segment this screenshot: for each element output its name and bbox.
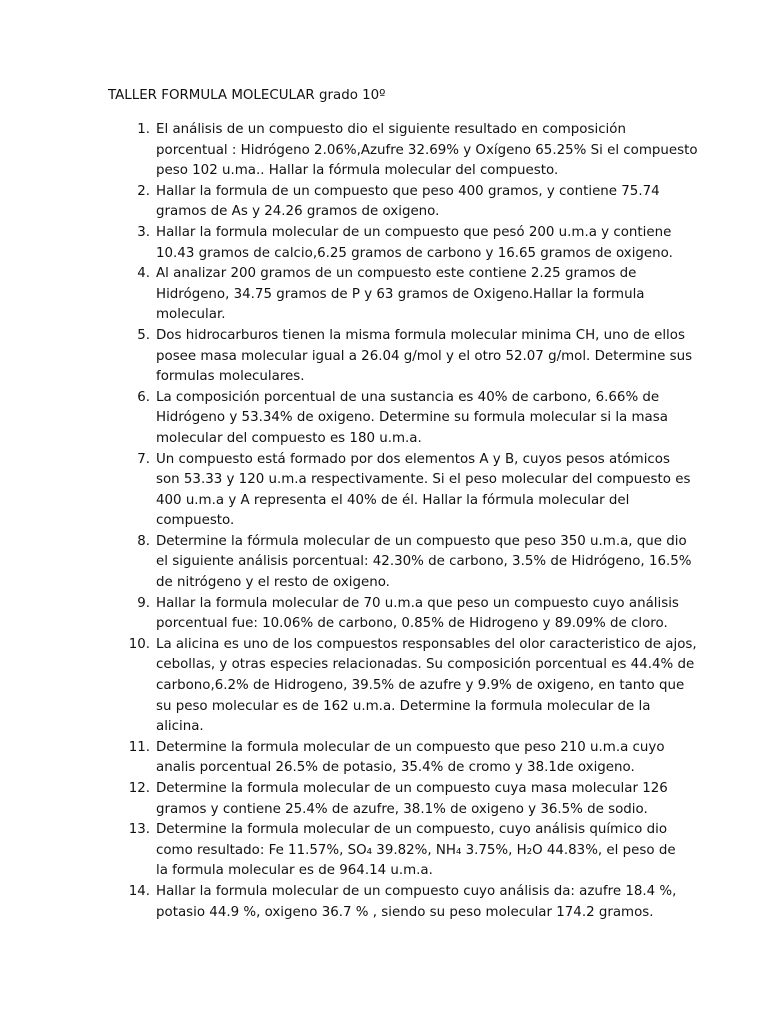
exercise-number: 5. xyxy=(137,327,150,343)
exercise-item xyxy=(108,594,679,635)
exercise-text-line: son 53.33 y 120 u.m.a respectivamente. Si el peso molecular del compuesto es xyxy=(156,472,691,488)
exercise-list xyxy=(108,120,698,923)
exercise-text-line: alicina. xyxy=(156,719,204,735)
exercise-text-line: la formula molecular es de 964.14 u.m.a. xyxy=(156,863,433,879)
exercise-item xyxy=(108,635,697,738)
exercise-number: 7. xyxy=(137,451,150,467)
exercise-text-line: Hallar la formula molecular de un compuesto cuyo análisis da: azufre 18.4 %, xyxy=(156,883,677,899)
exercise-number: 12. xyxy=(128,781,150,796)
exercise-number: 14. xyxy=(128,883,150,899)
exercise-number: 8. xyxy=(137,533,150,549)
document-title: TALLER FORMULA MOLECULAR grado 10º xyxy=(108,88,386,103)
exercise-text-line: La alicina es uno de los compuestos responsables del olor caracteristico de ajos, xyxy=(156,636,697,652)
exercise-item xyxy=(108,223,673,264)
exercise-item xyxy=(108,120,698,182)
exercise-number: 4. xyxy=(137,266,150,282)
exercise-item xyxy=(108,450,691,532)
exercise-text-line: analis porcentual 26.5% de potasio, 35.4% de cromo y 38.1de oxigeno. xyxy=(156,760,635,776)
exercise-text-line: molecular del compuesto es 180 u.m.a. xyxy=(156,430,422,446)
exercise-text-line: molecular. xyxy=(156,307,226,323)
exercise-item xyxy=(108,264,668,326)
exercise-text-line: Hidrógeno, 34.75 gramos de P y 63 gramos de Oxigeno.Hallar la formula xyxy=(156,286,645,302)
exercise-item xyxy=(108,326,693,388)
exercise-text-line: Hidrógeno y 53.34% de oxigeno. Determine su formula molecular si la masa xyxy=(156,410,668,426)
exercise-text-line: Hallar la formula molecular de un compuesto que pesó 200 u.m.a y contiene xyxy=(156,224,672,240)
exercise-text-line: La composición porcentual de una sustancia es 40% de carbono, 6.66% de xyxy=(156,389,660,405)
exercise-item xyxy=(108,182,668,223)
exercise-text-line: posee masa molecular igual a 26.04 g/mol y el otro 52.07 g/mol. Determine sus xyxy=(156,348,693,364)
exercise-item xyxy=(108,738,668,779)
exercise-text-line: porcentual : Hidrógeno 2.06%,Azufre 32.69% y Oxígeno 65.25% Si el compuesto xyxy=(156,142,698,158)
exercise-number: 6. xyxy=(137,389,150,405)
exercise-text-line: El análisis de un compuesto dio el siguiente resultado en composición xyxy=(156,122,626,137)
exercise-text-line: compuesto. xyxy=(156,513,235,529)
exercise-text-line: el siguiente análisis porcentual: 42.30% de carbono, 3.5% de Hidrógeno, 16.5% xyxy=(156,554,692,570)
exercise-text-line: su peso molecular es de 162 u.m.a. Determine la formula molecular de la xyxy=(156,698,651,714)
exercise-text-line: cebollas, y otras especies relacionadas. Su composición porcentual es 44.4% de xyxy=(156,657,695,673)
exercise-item xyxy=(108,388,668,450)
exercise-number: 1. xyxy=(137,122,150,137)
exercise-text-line: Determine la formula molecular de un compuesto, cuyo análisis químico dio xyxy=(156,822,668,838)
exercise-text-line: Determine la fórmula molecular de un compuesto que peso 350 u.m.a, que dio xyxy=(156,533,687,549)
exercise-item xyxy=(108,820,676,882)
exercise-text-line: 10.43 gramos de calcio,6.25 gramos de carbono y 16.65 gramos de oxigeno. xyxy=(156,245,673,261)
exercise-text-line: potasio 44.9 %, oxigeno 36.7 % , siendo su peso molecular 174.2 gramos. xyxy=(156,904,654,920)
exercise-text-line: Dos hidrocarburos tienen la misma formula molecular minima CH, uno de ellos xyxy=(156,327,685,343)
exercise-text-line: de nitrógeno y el resto de oxigeno. xyxy=(156,575,390,591)
exercise-text-line: gramos de As y 24.26 gramos de oxigeno. xyxy=(156,204,440,220)
exercise-text-line: Un compuesto está formado por dos elementos A y B, cuyos pesos atómicos xyxy=(156,451,670,467)
exercise-text-line: carbono,6.2% de Hidrogeno, 39.5% de azufre y 9.9% de oxigeno, en tanto que xyxy=(156,678,685,694)
exercise-text-line: Hallar la formula molecular de 70 u.m.a que peso un compuesto cuyo análisis xyxy=(156,595,679,611)
exercise-text-line: porcentual fue: 10.06% de carbono, 0.85% de Hidrogeno y 89.09% de cloro. xyxy=(156,616,668,632)
exercise-text-line: Hallar la formula de un compuesto que peso 400 gramos, y contiene 75.74 xyxy=(156,183,660,199)
exercise-text-line: como resultado: Fe 11.57%, SO₄ 39.82%, NH₄ 3.75%, H₂O 44.83%, el peso de xyxy=(156,842,676,858)
exercise-item xyxy=(108,779,668,820)
exercise-number: 2. xyxy=(137,183,150,199)
exercise-number: 10. xyxy=(128,636,150,652)
exercise-number: 3. xyxy=(137,224,150,240)
exercise-number: 11. xyxy=(128,739,150,755)
exercise-text-line: Determine la formula molecular de un compuesto cuya masa molecular 126 xyxy=(156,781,668,796)
exercise-text-line: gramos y contiene 25.4% de azufre, 38.1% de oxigeno y 36.5% de sodio. xyxy=(156,801,648,817)
exercise-text-line: Determine la formula molecular de un compuesto que peso 210 u.m.a cuyo xyxy=(156,739,665,755)
exercise-number: 13. xyxy=(128,822,150,838)
exercise-item xyxy=(108,532,692,594)
exercise-number: 9. xyxy=(137,595,150,611)
exercise-text-line: 400 u.m.a y A representa el 40% de él. Hallar la fórmula molecular del xyxy=(156,492,630,508)
exercise-text-line: peso 102 u.ma.. Hallar la fórmula molecular del compuesto. xyxy=(156,163,559,179)
exercise-item xyxy=(108,882,677,923)
exercise-text-line: Al analizar 200 gramos de un compuesto este contiene 2.25 gramos de xyxy=(156,266,637,282)
exercise-text-line: formulas moleculares. xyxy=(156,369,305,385)
